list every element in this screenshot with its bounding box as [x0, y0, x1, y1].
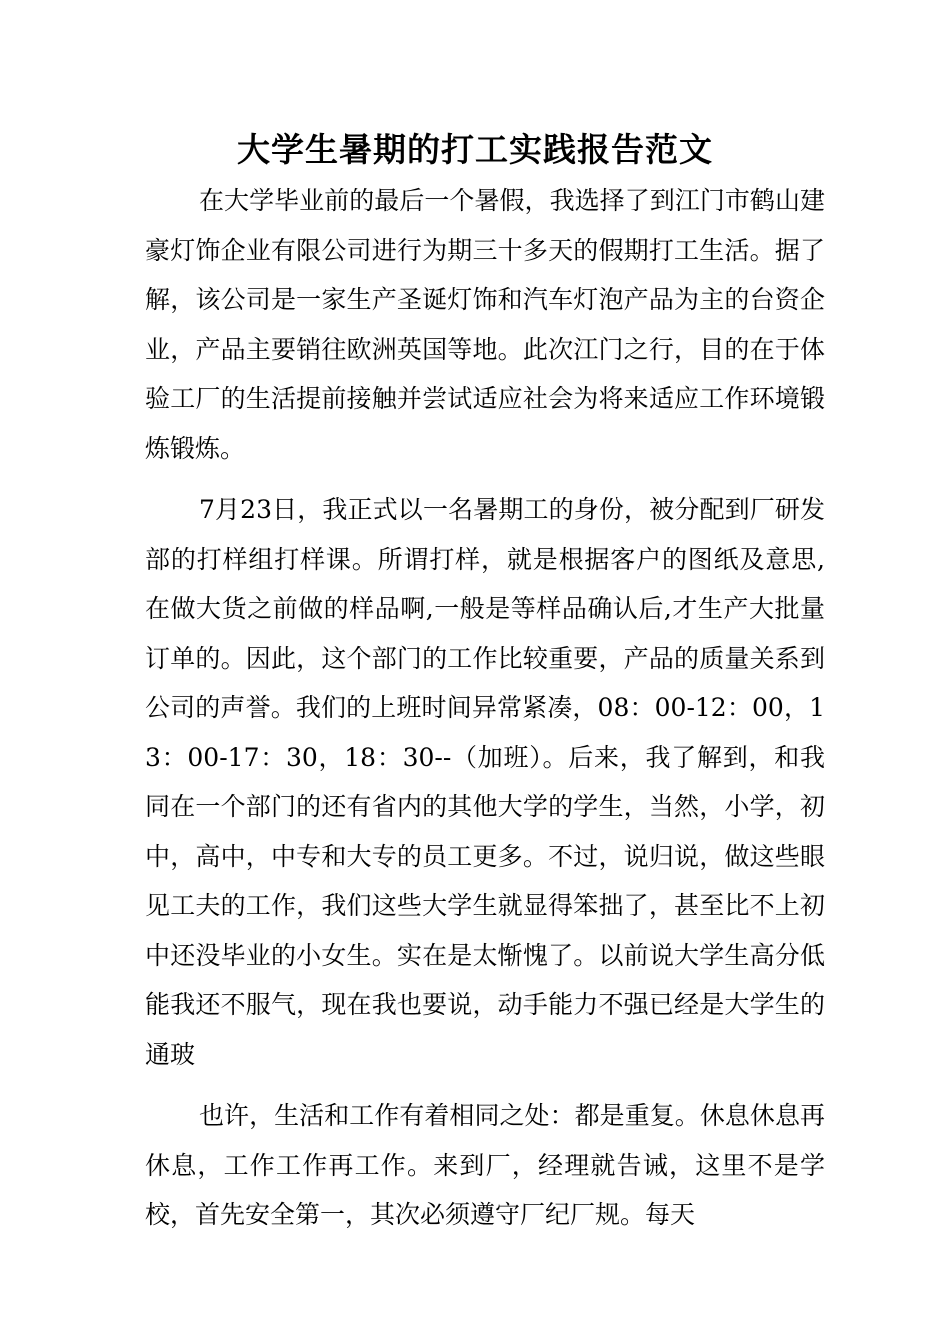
document-body [145, 176, 825, 1252]
paragraph-2: 7月23日，我正式以一名暑期工的身份，被分配到厂研发部的打样组打样课。所谓打样，就是根据客户的图纸及意思,在做大货之前做的样品啊,一般是等样品确认后,才生产大批量订单的。因此，这个部门的工作比较重要，产品的质量关系到公司的声誉。我们的上班时间异常紧凑，08：00-12：00，13：00-17：30，18：30--（加班）。后来，我了解到，和我同在一个部门的还有省内的其他大学的学生，当然，小学，初中，高中，中专和大专的员工更多。不过，说归说，做这些眼见工夫的工作，我们这些大学生就显得笨拙了，甚至比不上初中还没毕业的小女生。实在是太惭愧了。以前说大学生高分低能我还不服气，现在我也要说，动手能力不强已经是大学生的通玻 [145, 495, 825, 1069]
document-title: 大学生暑期的打工实践报告范文 [237, 130, 713, 169]
paragraph-1: 在大学毕业前的最后一个暑假，我选择了到江门市鹤山建豪灯饰企业有限公司进行为期三十多天的假期打工生活。据了解，该公司是一家生产圣诞灯饰和汽车灯泡产品为主的台资企业，产品主要销往欧洲英国等地。此次江门之行，目的在于体验工厂的生活提前接触并尝试适应社会为将来适应工作环境锻炼锻炼。 [145, 186, 825, 463]
paragraph-3: 也许，生活和工作有着相同之处：都是重复。休息休息再休息，工作工作再工作。来到厂，经理就告诫，这里不是学校，首先安全第一，其次必须遵守厂纪厂规。每天 [145, 1101, 825, 1229]
